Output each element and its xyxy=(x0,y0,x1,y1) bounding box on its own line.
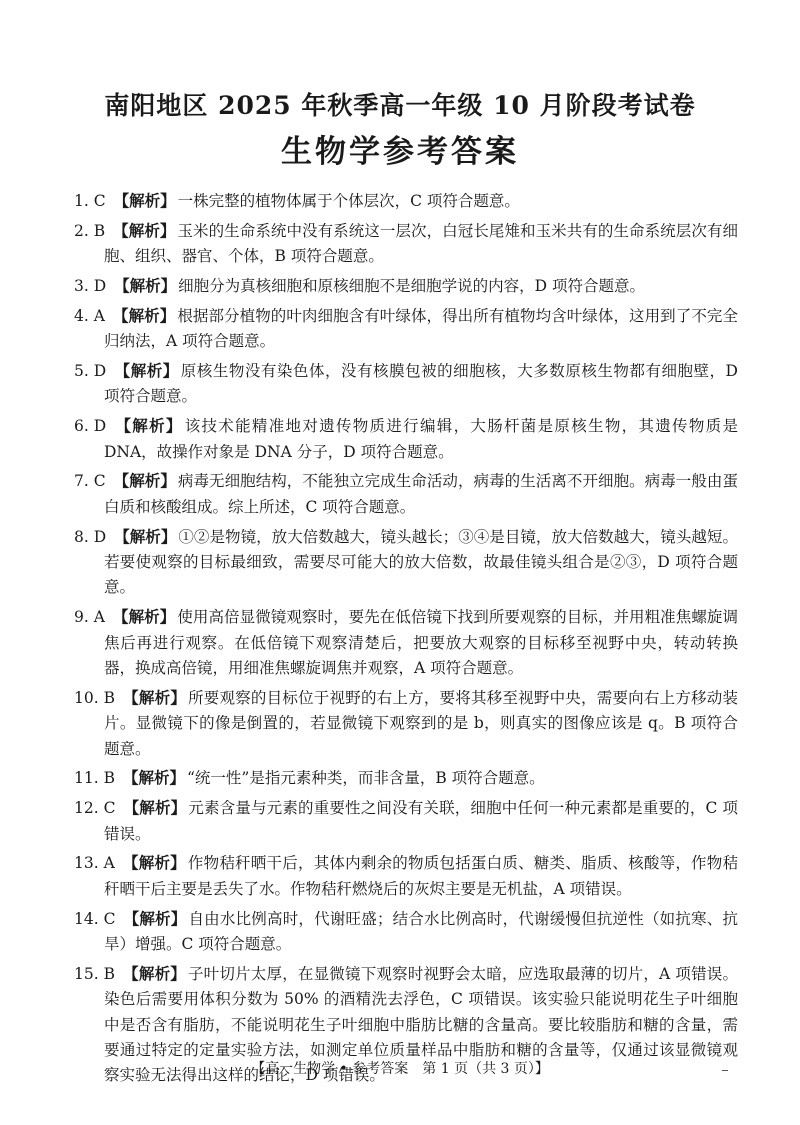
answer-number: 14. C xyxy=(74,909,116,928)
answer-item xyxy=(74,524,738,601)
analysis-tag: 【解析】 xyxy=(122,687,187,707)
analysis-tag: 【解析】 xyxy=(122,963,186,983)
answer-number: 10. B xyxy=(74,688,115,707)
analysis-tag: 【解析】 xyxy=(113,191,176,210)
analysis-tag: 【解析】 xyxy=(112,607,176,627)
answer-number: 7. C xyxy=(74,472,106,491)
analysis-tag: 【解析】 xyxy=(123,908,187,928)
answer-number: 9. A xyxy=(74,608,105,627)
answer-item xyxy=(74,765,738,791)
analysis-text: 作物秸秆晒干后，其体内剩余的物质包括蛋白质、糖类、脂质、核酸等，作物秸秆晒干后主要是丢失了水。作物秸秆燃烧后的灰烬主要是无机盐，A 项错误。 xyxy=(104,854,738,898)
answer-number: 3. D xyxy=(74,277,107,295)
analysis-text: 根据部分植物的叶肉细胞含有叶绿体，得出所有植物均含叶绿体，这用到了不完全归纳法，A 项符合题意。 xyxy=(104,306,738,351)
analysis-tag: 【解析】 xyxy=(112,305,176,325)
corner-mark xyxy=(722,1070,728,1071)
analysis-text: 一株完整的植物体属于个体层次，C 项符合题意。 xyxy=(177,192,520,210)
analysis-text: 原核生物没有染色体，没有核膜包被的细胞核，大多数原核生物都有细胞壁，D 项符合题意。 xyxy=(104,362,738,406)
analysis-tag: 【解析】 xyxy=(114,416,183,436)
analysis-text: 该技术能精准地对遗传物质进行编辑，大肠杆菌是原核生物，其遗传物质是 DNA，故操作对象是 DNA 分子，D 项符合题意。 xyxy=(104,417,738,461)
analysis-tag: 【解析】 xyxy=(123,798,187,818)
answer-number: 2. B xyxy=(74,221,106,240)
analysis-tag: 【解析】 xyxy=(122,768,185,788)
analysis-tag: 【解析】 xyxy=(114,276,177,295)
answer-number: 5. D xyxy=(74,362,107,380)
analysis-text: 子叶切片太厚，在显微镜下观察时视野会太暗，应选取最薄的切片，A 项错误。染色后需要用体积分数为 50% 的酒精洗去浮色，C 项错误。该实验只能说明花生子叶细胞中是否含有脂肪，不能说明花生子叶细胞中脂肪比糖的含量高。要比较脂肪和糖的含量，需要通过特定的定量实验方法，如测定单位质量样品中脂肪和糖的含量等，仅通过该显微镜观察实验无法得出这样的结论，D 项错误。 xyxy=(104,964,738,1085)
answer-number: 8. D xyxy=(74,527,107,546)
analysis-text: 元素含量与元素的重要性之间没有关联，细胞中任何一种元素都是重要的，C 项错误。 xyxy=(104,799,738,843)
analysis-text: 细胞分为真核细胞和原核细胞不是细胞学说的内容，D 项符合题意。 xyxy=(178,277,646,295)
answer-item xyxy=(74,273,738,299)
page-footer: 【高一生物学 • 参考答案 第 1 页（共 3 页）】 xyxy=(251,1061,549,1077)
answer-title: 生物学参考答案 xyxy=(281,134,519,170)
analysis-tag: 【解析】 xyxy=(113,220,176,240)
analysis-text: “统一性”是指元素种类，而非含量，B 项符合题意。 xyxy=(186,769,545,788)
analysis-tag: 【解析】 xyxy=(113,471,176,491)
exam-title: 南阳地区 2025 年秋季高一年级 10 月阶段考试卷 xyxy=(104,91,696,120)
analysis-tag: 【解析】 xyxy=(114,361,179,380)
analysis-text: 自由水比例高时，代谢旺盛；结合水比例高时，代谢缓慢但抗逆性（如抗寒、抗旱）增强。C 项符合题意。 xyxy=(104,909,738,954)
answer-number: 15. B xyxy=(74,964,115,983)
analysis-text: 病毒无细胞结构，不能独立完成生命活动，病毒的生活离不开细胞。病毒一般由蛋白质和核酸组成。综上所述，C 项符合题意。 xyxy=(104,472,738,516)
answer-item xyxy=(74,468,738,520)
answer-item xyxy=(74,413,738,465)
answer-number: 6. D xyxy=(74,417,107,436)
analysis-text: 所要观察的目标位于视野的右上方，要将其移至视野中央，需要向右上方移动装片。显微镜下的像是倒置的，若显微镜下观察到的是 b，则真实的图像应该是 q。B 项符合题意。 xyxy=(104,688,738,758)
analysis-tag: 【解析】 xyxy=(122,853,186,873)
answer-number: 13. A xyxy=(74,854,115,873)
answer-list xyxy=(74,188,738,1092)
answer-item xyxy=(74,303,738,355)
answer-item xyxy=(74,188,738,214)
answer-item xyxy=(74,850,738,902)
answer-item xyxy=(74,218,738,270)
answer-item xyxy=(74,685,738,762)
analysis-tag: 【解析】 xyxy=(114,526,177,546)
answer-item xyxy=(74,795,738,847)
analysis-text: ①②是物镜，放大倍数越大，镜头越长；③④是目镜，放大倍数越大，镜头越短。若要使观察的目标最细致，需要尽可能大的放大倍数，故最佳镜头组合是②③，D 项符合题意。 xyxy=(104,527,738,597)
answer-item xyxy=(74,906,738,958)
answer-item xyxy=(74,604,738,681)
answer-number: 4. A xyxy=(74,306,105,325)
answer-number: 1. C xyxy=(74,192,106,210)
analysis-text: 玉米的生命系统中没有系统这一层次，白冠长尾雉和玉米共有的生命系统层次有细胞、组织、器官、个体，B 项符合题意。 xyxy=(104,221,738,266)
answer-item xyxy=(74,358,738,410)
analysis-text: 使用高倍显微镜观察时，要先在低倍镜下找到所要观察的目标，并用粗准焦螺旋调焦后再进行观察。在低倍镜下观察清楚后，把要放大观察的目标移至视野中央，转动转换器，换成高倍镜，用细准焦螺旋调焦并观察，A 项符合题意。 xyxy=(104,608,738,678)
answer-number: 11. B xyxy=(74,769,115,788)
answer-number: 12. C xyxy=(74,799,116,818)
